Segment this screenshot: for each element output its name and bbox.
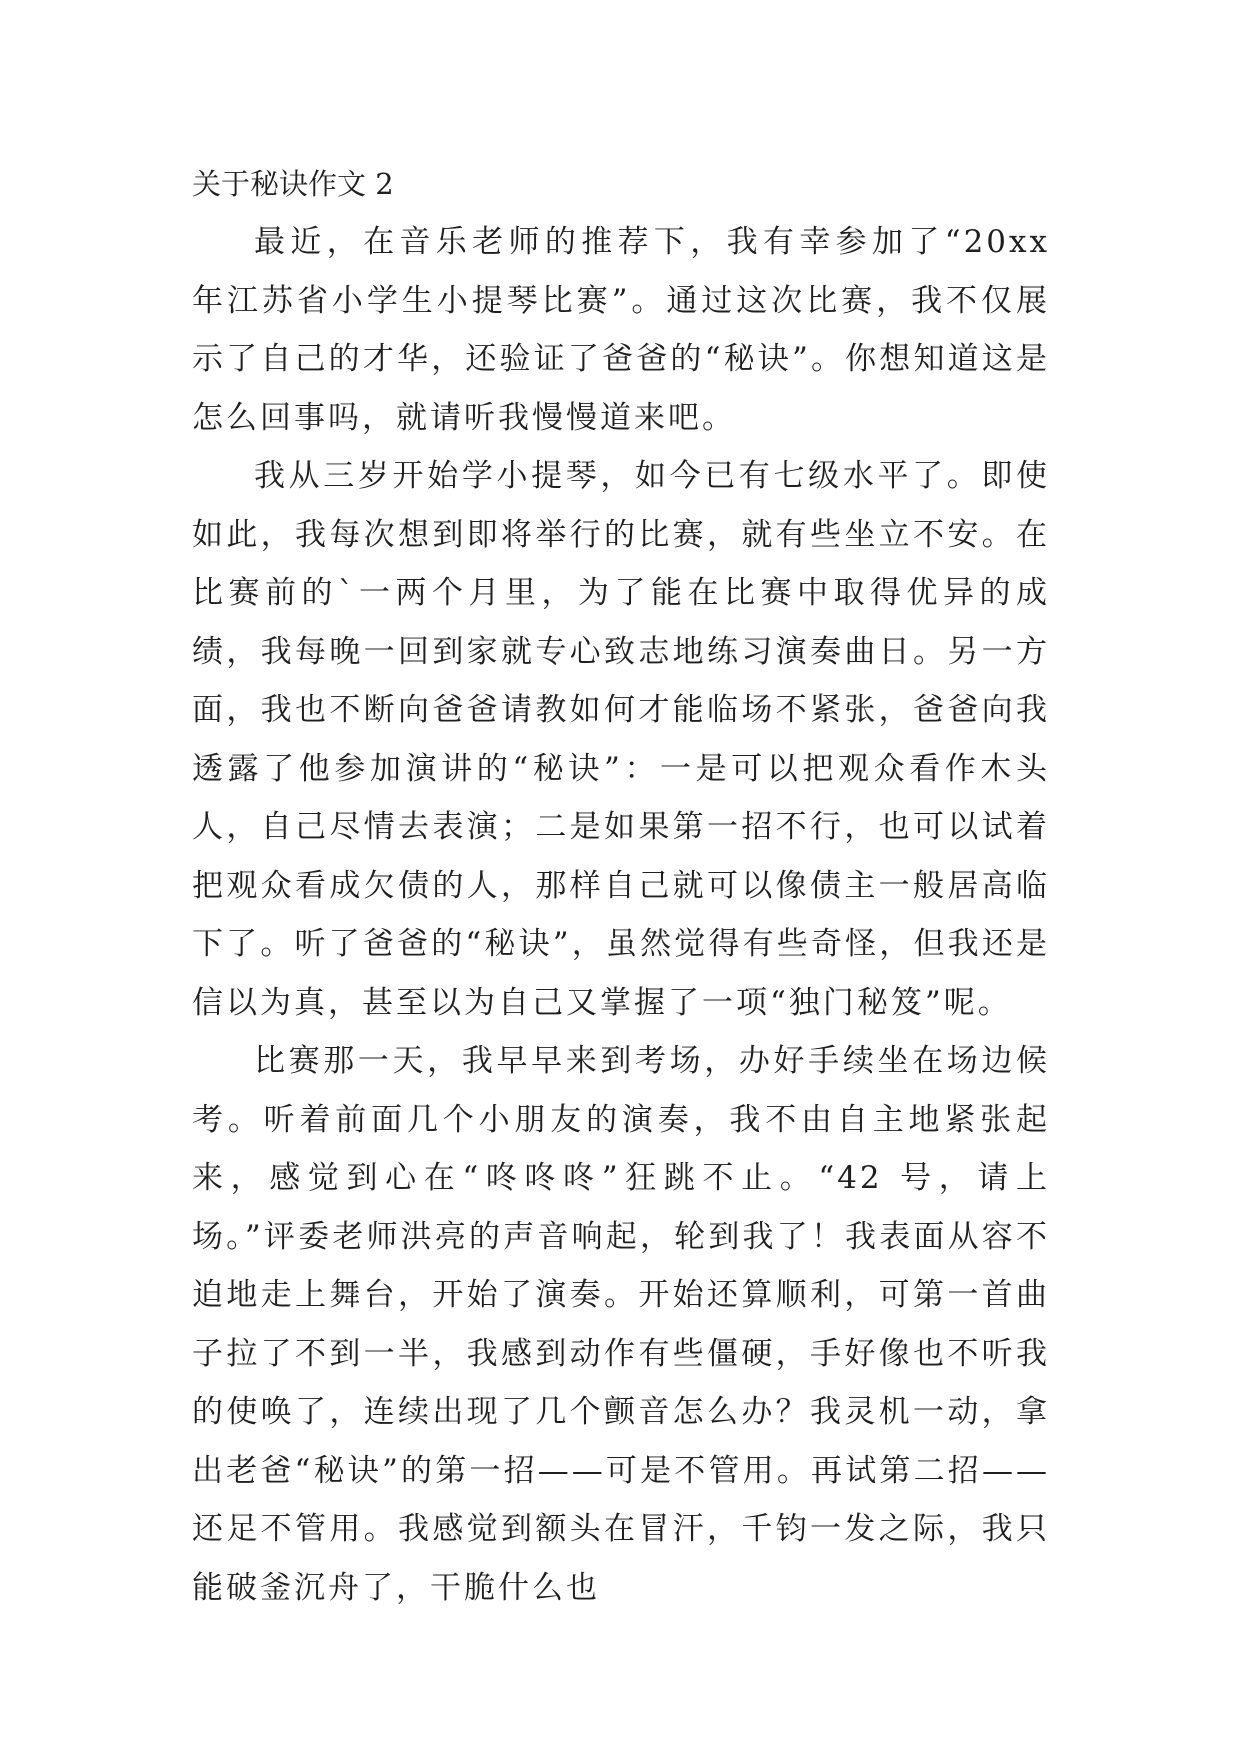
paragraph-2: 我从三岁开始学小提琴，如今已有七级水平了。即使如此，我每次想到即将举行的比赛，就有些坐立不安。在比赛前的`一两个月里，为了能在比赛中取得优异的成绩，我每晚一回到家就专心致志地练习演奏曲日。另一方面，我也不断向爸爸请教如何才能临场不紧张，爸爸向我透露了他参加演讲的“秘诀”：一是可以把观众看作木头人，自己尽情去表演；二是如果第一招不行，也可以试着把观众看成欠债的人，那样自己就可以像债主一般居高临下了。听了爸爸的“秘诀”，虽然觉得有些奇怪，但我还是信以为真，甚至以为自己又掌握了一项“独门秘笈”呢。 [192, 458, 1050, 1021]
paragraph-3: 比赛那一天，我早早来到考场，办好手续坐在场边候考。听着前面几个小朋友的演奏，我不由自主地紧张起来，感觉到心在“咚咚咚”狂跳不止。“42 号，请上场。”评委老师洪亮的声音响起，轮到我了！我表面从容不迫地走上舞台，开始了演奏。开始还算顺利，可第一首曲子拉了不到一半，我感到动作有些僵硬，手好像也不听我的使唤了，连续出现了几个颤音怎么办？我灵机一动，拿出老爸“秘诀”的第一招——可是不管用。再试第二招——还足不管用。我感觉到额头在冒汗，千钧一发之际，我只能破釜沉舟了，干脆什么也 [192, 1043, 1050, 1606]
paragraph-1: 最近，在音乐老师的推荐下，我有幸参加了“20xx 年江苏省小学生小提琴比赛”。通过这次比赛，我不仅展示了自己的才华，还验证了爸爸的“秘诀”。你想知道这是怎么回事吗，就请听我慢慢道来吧。 [192, 224, 1050, 436]
document-title: 关于秘诀作文 2 [192, 167, 394, 201]
document-body [192, 155, 1050, 1617]
